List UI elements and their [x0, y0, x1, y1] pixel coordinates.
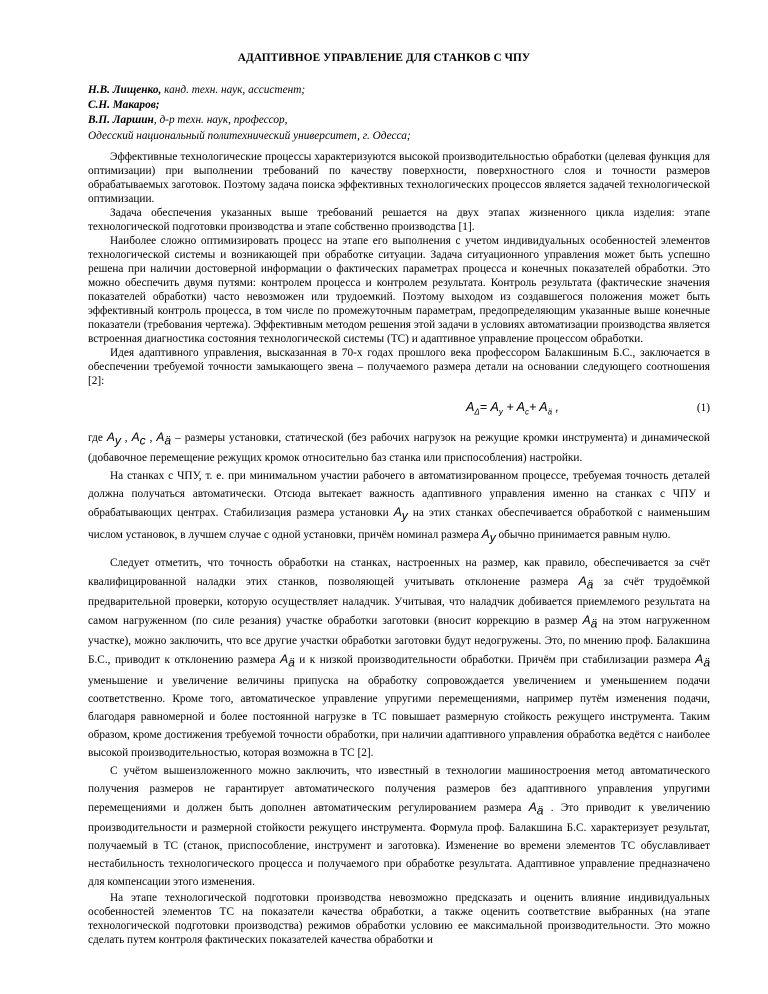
equation-number: (1)	[696, 402, 710, 414]
author-role: , д-р техн. наук, профессор,	[153, 114, 288, 127]
author-3	[88, 113, 411, 128]
paper-title: АДАПТИВНОЕ УПРАВЛЕНИЕ ДЛЯ СТАНКОВ С ЧПУ	[237, 52, 531, 64]
author-name: С.Н. Макаров;	[88, 99, 160, 112]
paragraph: Идея адаптивного управления, высказанная в 70-х годах прошлого века профессором Балакшиным Б.С., заключается в обеспечении требуемой точности замыкающего звена – получаемого размера детали на основании следующего соотношения [2]:	[88, 347, 710, 387]
author-role: канд. техн. наук, ассистент;	[161, 84, 306, 96]
affiliation: Одесский национальный политехнический университет, г. Одесса;	[88, 129, 411, 142]
paragraph-last: На этапе технологической подготовки производства невозможно предсказать и оценить влияние индивидуальных особенностей элементов ТС на показатели качества обработки, а также оценить соответствие выбранных (на этапе технологической подготовки производства) режимов обработки условию ее максимальной производительности. Это можно сделать путем контроля фактических показателей качества обработки и	[88, 891, 710, 946]
paragraph-conclusion: С учётом вышеизложенного можно заключить, что известный в технологии машиностроения метод автоматического получения размеров не гарантирует автоматического получения размеров без адаптивного управления упругими перемещениями и должен быть дополнен автоматическим регулированием размера $A_ä$ . Это приводит к увеличению производительности и размерной стойкости режущего инструмента. Формула проф. Балакшина Б.С. характеризует результат, получаемый в ТС (станок, приспособление, инструмент и заготовка). Изменение во времени элементов ТС обуславливает нестабильность технологического процесса и получаемого при обработке результата. Адаптивное управление предназначено для компенсации этого изменения.	[88, 764, 711, 888]
article-body	[88, 150, 710, 947]
paragraph: Задача обеспечения указанных выше требований решается на двух этапах жизненного цикла изделия: этапе технологической подготовки производства и этапе собственно производства [1].	[88, 207, 710, 233]
author-name: Н.В. Лищенко,	[88, 84, 162, 96]
author-name: В.П. Ларшин	[88, 114, 154, 127]
author-block	[88, 83, 411, 144]
paragraph-note: Следует отметить, что точность обработки на станках, настроенных на размер, как правило, обеспечивается за счёт квалифицированной наладки этих станков, позволяющей учитывать отклонение размера $A_ä$ за счёт трудоёмкой предварительной проверки, которую осуществляет наладчик. Учитывая, что наладчик добивается приемлемого результата на самом нагруженном (по силе резания) участке обработки заготовки (вносит коррекцию в размер $A_ä$ на этом нагруженном участке), можно заключить, что все другие участки обработки заготовки будут недогружены. Это, по мнению проф. Балакшина Б.С., приводит к отклонению размера $A_ä$ и к низкой производительности обработки. Причём при стабилизации размера $A_ä$ уменьшение и увеличение величины припуска на обработку сопровождается увеличением и уменьшением подачи соответственно. Кроме того, автоматическое управление упругими перемещениями, например путём изменения подачи, благодаря равномерной и более постоянной нагрузке в ТС повышает размерную стойкость режущего инструмента. Таким образом, кроме достижения требуемой точности обработки, при наличии адаптивного управления обработка ведётся с наиболее высокой производительностью, которая возможна в ТС [2].	[88, 556, 710, 759]
paragraph-cnc: На станках с ЧПУ, т. е. при минимальном участии рабочего в автоматизированном процессе, требуемая точность деталей должна получаться автоматически. Отсюда вытекает важность адаптивного управления именно на станках с ЧПУ и обрабатывающих центрах. Стабилизация размера установки $A_y$ на этих станках обеспечивается обработкой с наименьшим числом установок, в лучшем случае с одной установки, причём номинал размера $A_y$ обычно принимается равным нулю.	[88, 470, 710, 544]
equation-expression: $A_\Delta= A_y + A_c+ A_ä$ ,	[466, 400, 560, 417]
author-2	[88, 98, 411, 113]
paragraph: Эффективные технологические процессы характеризуются высокой производительностью обработки (целевая функция для оптимизации) при выполнении требований по качеству поверхности, поверхностного слоя и точности размеров обрабатываемых заготовок. Поэтому задача поиска эффективных технологических процессов является задачей технологической оптимизации.	[88, 151, 710, 205]
equation-1	[88, 398, 710, 420]
author-1	[88, 83, 411, 98]
paragraph-where: где $A_y$ , $A_c$ , $A_ä$ – размеры установки, статической (без рабочих нагрузок на режущие кромки инструмента) и динамической (добавочное перемещение режущих кромок относительно баз станка или приспособления) настройки.	[88, 430, 710, 465]
paragraph: Наиболее сложно оптимизировать процесс на этапе его выполнения с учетом индивидуальных особенностей элементов технологической системы и возникающей при обработке ситуации. Задача ситуационного управления может быть успешно решена при наличии достоверной информации о фактических параметрах процесса и конечных показателей обработки. Это можно обеспечить двумя путями: контролем процесса и контролем результата. Контроль результата (фактические значения показателей обработки) часто невозможен или трудоемкий. Поэтому выходом из создавшегося положения может быть эффективный контроль процесса, в том числе по промежуточным параметрам, предопределяющим указанные выше конечные показатели (требования чертежа). Эффективным методом решения этой задачи в условиях автоматизации производства является встроенная диагностика состояния технологической системы (ТС) и адаптивное управление процессом обработки.	[88, 235, 710, 345]
